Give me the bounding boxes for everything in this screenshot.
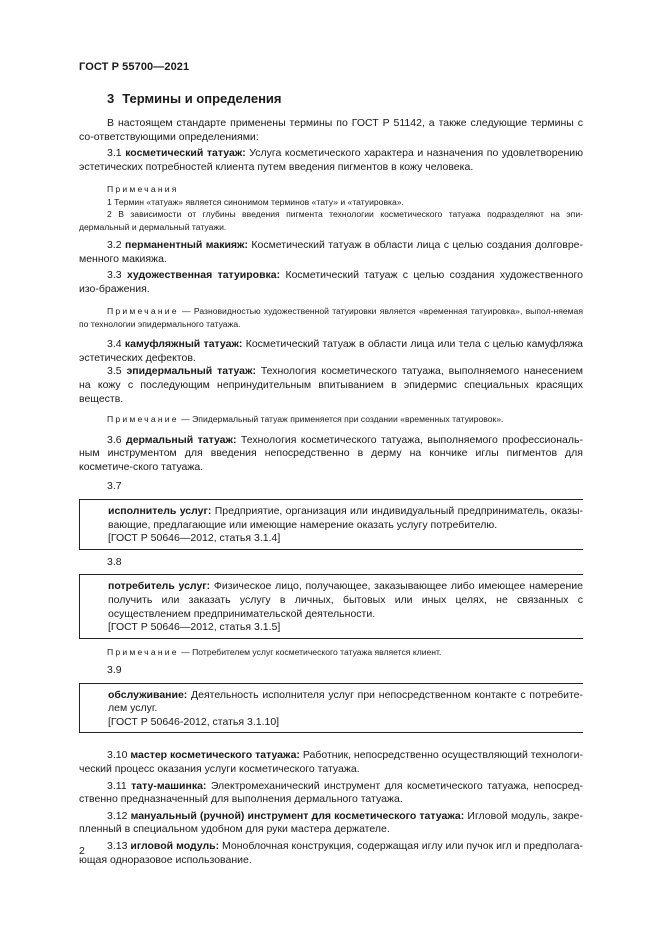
note-label: Примечание — [107, 414, 179, 425]
term-box-3-8 — [79, 574, 583, 638]
term-definition: Игловой модуль, закре-пленный в специальном удобном для руки мастера держателе. — [79, 809, 584, 836]
notes-label: Примечания — [107, 184, 179, 195]
term-name: тату-машинка: — [131, 779, 207, 792]
term-name: перманентный макияж: — [125, 239, 248, 251]
term-box-3-9 — [79, 683, 583, 734]
term-name: игловой модуль: — [130, 840, 220, 853]
term-name: мануальный (ручной) инструмент для косметического татуажа: — [130, 809, 465, 822]
term-number: 3.13 — [107, 840, 128, 853]
section-title-text: Термины и определения — [122, 91, 282, 106]
term-3-13 — [79, 840, 583, 867]
term-source: [ГОСТ Р 50646—2012, статья 3.1.4] — [108, 532, 281, 545]
section-number: 3 — [107, 91, 115, 106]
section-content — [79, 117, 583, 867]
term-number: 3.1 — [107, 147, 122, 160]
term-number: 3.2 — [107, 239, 122, 251]
term-number: 3.10 — [107, 749, 128, 762]
term-name: камуфляжный татуаж: — [124, 338, 243, 351]
term-3-1 — [79, 147, 583, 174]
section-title — [107, 91, 282, 106]
term-name: косметический татуаж: — [125, 147, 246, 160]
term-number-3-8: 3.8 — [107, 555, 122, 568]
term-name: исполнитель услуг: — [108, 504, 212, 517]
term-number-3-7: 3.7 — [107, 480, 122, 493]
term-3-10 — [79, 749, 583, 776]
term-number: 3.5 — [107, 365, 122, 378]
term-definition: Технология косметического татуажа, выполняемого профессиональ-ным инструментом для введения непосредственно в дерму на кончике иглы пигментов для косметиче-ского татуажа. — [79, 433, 583, 473]
term-definition: Физическое лицо, получающее, заказывающее либо имеющее намерение получить или заказать услугу в личных, бытовых или иных целях, не связанных с осуществлением предпринимательской деятельности. — [108, 580, 583, 620]
term-number: 3.3 — [107, 269, 122, 282]
term-name: обслуживание: — [108, 688, 188, 701]
term-3-11 — [79, 780, 583, 807]
term-3-8 — [80, 580, 583, 621]
term-name: потребитель услуг: — [108, 580, 211, 593]
term-definition: Моноблочная конструкция, содержащая иглу или пучок игл и предполага-ющая одноразовое использование. — [79, 840, 583, 866]
intro-paragraph: В настоящем стандарте применены термины по ГОСТ Р 51142, а также следующие термины с со-ответствующими определениями: — [79, 117, 583, 143]
term-definition: Электромеханический инструмент для косметического татуажа, непосред-ственно предназначенный для выполнения дермального татуажа. — [79, 779, 583, 806]
term-3-2 — [79, 239, 583, 266]
term-name: дермальный татуаж: — [126, 433, 237, 446]
note-label: Примечание — [107, 306, 179, 317]
term-name: эпидермальный татуаж: — [126, 365, 256, 378]
term-3-6 — [79, 434, 583, 475]
note-text: — Эпидермальный татуаж применяется при создании «временных татуировок». — [178, 414, 504, 425]
term-3-3 — [79, 269, 583, 296]
term-box-3-7 — [79, 499, 583, 550]
document-code: ГОСТ Р 55700—2021 — [79, 61, 190, 73]
term-name: художественная татуировка: — [126, 269, 281, 282]
term-definition: Технология косметического татуажа, выполняемого нанесением на кожу с последующим непринудительным впитыванием в эпидермис специальных красящих веществ. — [79, 365, 583, 405]
note-3-5 — [79, 413, 583, 425]
note-item: 2 В зависимости от глубины введения пигмента технологии косметического татуажа подразделяют на эпи-дермальный и дермальный татуажи. — [79, 209, 583, 232]
term-definition: Косметический татуаж с целью создания художественного изо-бражения. — [79, 269, 583, 295]
term-definition: Деятельность исполнителя услуг при непосредственном контакте с потребите-лем услуг. — [108, 688, 583, 715]
term-definition: Косметический татуаж в области лица с целью создания долговре-менного макияжа. — [79, 239, 583, 265]
term-3-5 — [79, 365, 583, 406]
note-label: Примечание — [107, 646, 179, 657]
term-source: [ГОСТ Р 50646-2012, статья 3.1.10] — [108, 715, 280, 728]
term-source: [ГОСТ Р 50646—2012, статья 3.1.5] — [108, 621, 281, 634]
term-number: 3.4 — [107, 338, 122, 351]
term-name: мастер косметического татуажа: — [130, 749, 300, 762]
term-definition: Работник, непосредственно осуществляющий технологи-ческий процесс оказания услуги косметического татуажа. — [79, 749, 583, 776]
page-number: 2 — [79, 845, 85, 857]
note-3-3 — [79, 305, 583, 330]
note-text: — Разновидностью художественной татуировки является «временная татуировка», выпол-няемая по технологии эпидермального татуажа. — [79, 306, 583, 329]
note-item: 1 Термин «татуаж» является синонимом терминов «тату» и «татуировка». — [107, 196, 404, 207]
term-definition: Предприятие, организация или индивидуальный предприниматель, оказы-вающие, предлагающие или имеющие намерение оказать услугу потребителю. — [108, 504, 583, 531]
term-definition: Услуга косметического характера и назначения по удовлетворению эстетических потребностей клиента путем введения пигментов в кожу человека. — [79, 147, 583, 173]
term-3-12 — [79, 810, 583, 837]
term-number: 3.11 — [107, 779, 127, 792]
term-number: 3.12 — [107, 809, 128, 822]
term-3-9 — [80, 689, 583, 716]
term-number: 3.6 — [107, 433, 122, 446]
term-3-4 — [79, 338, 583, 365]
term-number-3-9: 3.9 — [107, 664, 122, 677]
note-text: — Потребителем услуг косметического татуажа является клиент. — [178, 646, 442, 657]
note-3-8 — [79, 646, 583, 658]
term-3-7 — [80, 505, 583, 532]
term-definition: Косметический татуаж в области лица или тела с целью камуфляжа эстетических дефектов. — [79, 338, 584, 364]
